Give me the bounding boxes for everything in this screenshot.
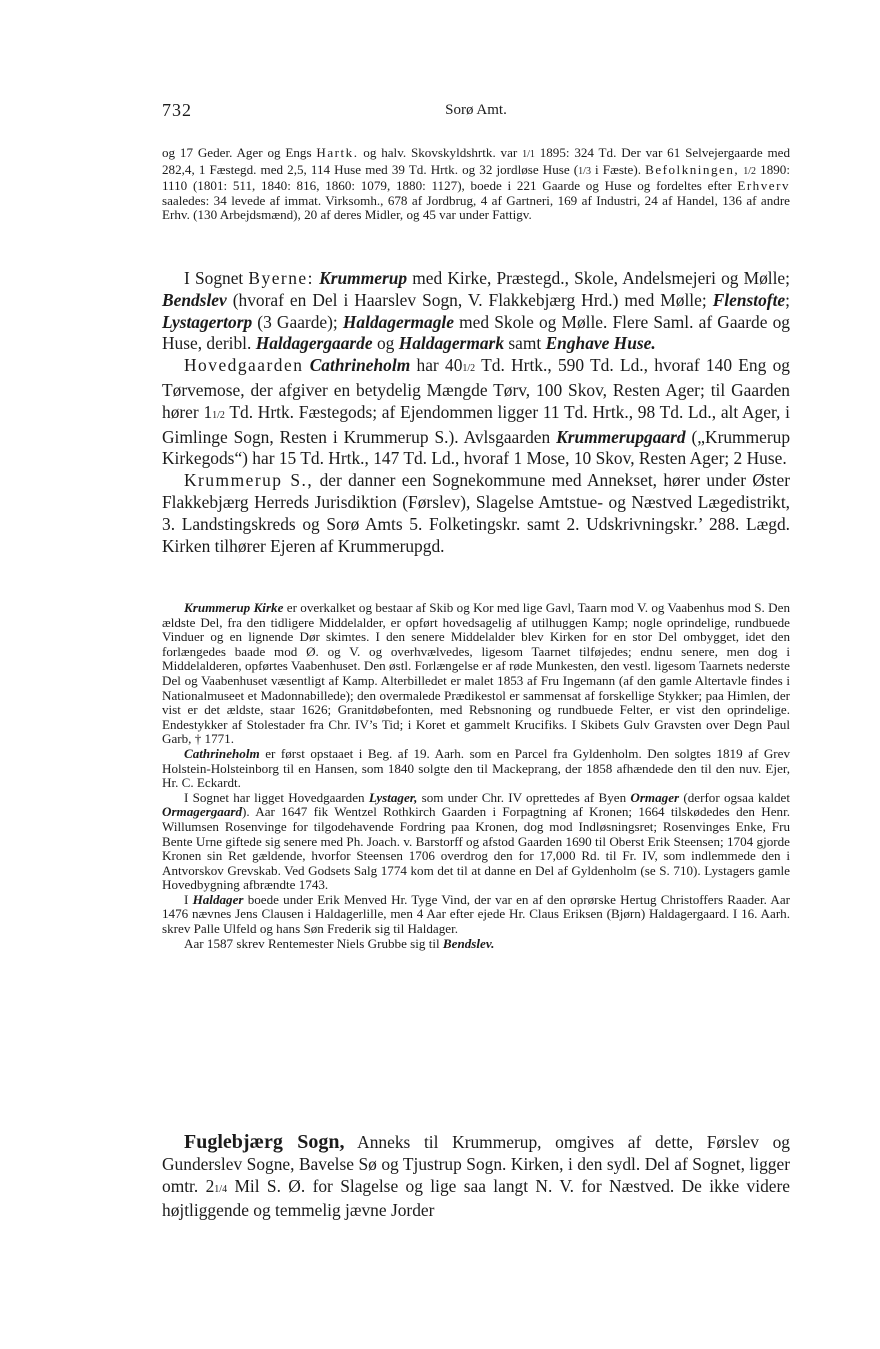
lystager-note: I Sognet har ligget Hovedgaarden Lystager, som under Chr. IV oprettedes af Byen Ormager (derfor ogsaa kaldet Ormagergaard). Aar 1647 fik Wentzel Rothkirch Gaarden i Forpagtning af Kronen; 1664 tilskødedes den Henr. Willumsen Rosenvinge for tilgodehavende Fordring paa Kronen, dog mod Indløsningsret; Rosenvinges Enke, Fru Bente Urne giftede sig senere med Ph. Joach. v. Barstorff og afstod Gaarden 1690 til Oberst Erik Steensen; 1704 gjorde Kronen sin Ret gældende, hvorfor Steensen 1706 overdrog den for 17,000 Rd. til Fr. IV, som indlemmede den i Antvorskov Grevskab. Ved Godsets Salg 1774 kom det til at danne en Del af Gyldenholm (se S. 710). Lystagers gamle Hovedbygning afbrændte 1743. [162, 789, 790, 893]
notes-text [162, 601, 790, 951]
bendslev-note: Aar 1587 skrev Rentemester Niels Grubbe sig til Bendslev. [184, 935, 495, 951]
manor-paragraph: Hovedgaarden Cathrineholm har 401/2 Td. Hrtk., 590 Td. Ld., hvoraf 140 Eng og Tørvemose, der afgiver en betydelig Mængde Tørv, 100 Skov, Resten Ager; til Gaarden hører 11/2 Td. Hrtk. Fæstegods; af Ejendommen ligger 11 Td. Hrtk., 98 Td. Ld., alt Ager, i Gimlinge Sogn, Resten i Krummerup S.). Avlsgaarden Krummerupgaard („Krummerup Kirkegods“) har 15 Td. Hrtk., 147 Td. Ld., hvoraf 1 Mose, 10 Skov, Resten Ager; 2 Huse. [162, 355, 791, 469]
main-text [162, 268, 790, 557]
cathrineholm-note: Cathrineholm er først opstaaet i Beg. af 19. Aarh. som en Parcel fra Gyldenholm. Den solgtes 1819 af Grev Holstein-Holsteinborg til en Hansen, som 1840 solgte den til Mackeprang, der 1858 afhændede den til den nuv. Ejer, Hr. C. Eckardt. [162, 745, 790, 791]
section-heading: Fuglebjærg Sogn, [184, 1131, 345, 1153]
running-head: Sorø Amt. [445, 102, 507, 118]
parish-admin-paragraph: Krummerup S., der danner een Sognekommune med Annekset, hører under Øster Flakkebjærg Herreds Jurisdiktion (Førslev), Slagelse Amtstue- og Næstved Lægedistrikt, 3. Landstingskreds og Sorø Amts 5. Folketingskr. samt 2. Udskrivningskr.’ 288. Lægd. Kirken tilhører Ejeren af Krummerupgd. [162, 470, 790, 556]
fuglebjaerg-section [162, 1132, 790, 1222]
fuglebjaerg-paragraph: Fuglebjærg Sogn, Anneks til Krummerup, omgives af dette, Førslev og Gunderslev Sogne, Bavelse Sø og Tjustrup Sogn. Kirken, i den sydl. Del af Sognet, ligger omtr. 21/4 Mil S. Ø. for Slagelse og lige saa langt N. V. for Næstved. De ikke videre højtliggende og temmelig jævne Jorder [162, 1131, 790, 1221]
haldager-note: I Haldager boede under Erik Menved Hr. Tyge Vind, der var en af den oprørske Hertug Christoffers Raader. Aar 1476 nævnes Jens Clausen i Haldagerlille, men 4 Aar efter ejede Hr. Claus Eriksen (Bjørn) Haldagergaard. I 16. Aarh. skrev Palle Ulfeld og hans Søn Frederik sig til Haldager. [162, 891, 790, 937]
church-note: Krummerup Kirke er overkalket og bestaar af Skib og Kor med lige Gavl, Taarn mod V. og Vaabenhus mod S. Den ældste Del, fra den tidligere Middelalder, er opført hovedsagelig af utilhuggen Kamp; nogle oprindelige, rundbuede Vinduer og en lignende Dør skimtes. I den senere Middelalder blev Kirken for en stor Del ombygget, idet den forlængedes baade mod Ø. og V. og overhvælvedes, ligesom Taarnet tilføjedes; endnu senere, men dog i Middelalderen, opførtes Vaabenhuset. Den østl. Forlængelse er af røde Munkesten, den vestl. ligesom Taarnets nederste Del og Vaabenhuset væsentligt af Kamp. Alterbilledet er malet 1853 af Fru Ingemann (af den gamle Altertavle findes i Nationalmuseet et Madonnabillede); den overmalede Prædikestol er sammensat af forskellige Stykker; paa Himlen, der vist er det ældste, staar 1626; Granitdøbefonten, med Rebsnoning og rundbuede Felter, er vist den oprindelige. Endestykker af Stolestader fra Chr. IV’s Tid; i Koret et gammelt Krucifiks. I Skibets Gulv Gravsten over Degn Paul Garb, † 1771. [162, 600, 790, 747]
page-number: 732 [162, 100, 192, 120]
villages-paragraph: I Sognet Byerne: Krummerup med Kirke, Præstegd., Skole, Andelsmejeri og Mølle; Bendslev (hvoraf en Del i Haarslev Sogn, V. Flakkebjærg Hrd.) med Mølle; Flenstofte; Lystagertorp (3 Gaarde); Haldagermagle med Skole og Mølle. Flere Saml. af Gaarde og Huse, deribl. Haldagergaarde og Haldagermark samt Enghave Huse. [162, 268, 790, 354]
page-header [162, 100, 790, 124]
intro-paragraph: og 17 Geder. Ager og Engs Hartk. og halv. Skovskyldshrtk. var 1/1 1895: 324 Td. Der var 61 Selvejergaarde med 282,4, 1 Fæstegd. med 2,5, 114 Huse med 39 Td. Hrtk. og 32 jordløse Huse (1/3 i Fæste). Befolkningen, 1/2 1890: 1110 (1801: 511, 1840: 816, 1860: 1079, 1880: 1127), boede i 221 Gaarde og Huse og fordeltes efter Erhverv saaledes: 34 levede af immat. Virksomh., 678 af Jordbrug, 4 af Gartneri, 169 af Industri, 24 af Handel, 136 af andre Erhv. (130 Arbejdsmænd), 20 af deres Midler, og 45 var under Fattigv. [162, 145, 790, 223]
